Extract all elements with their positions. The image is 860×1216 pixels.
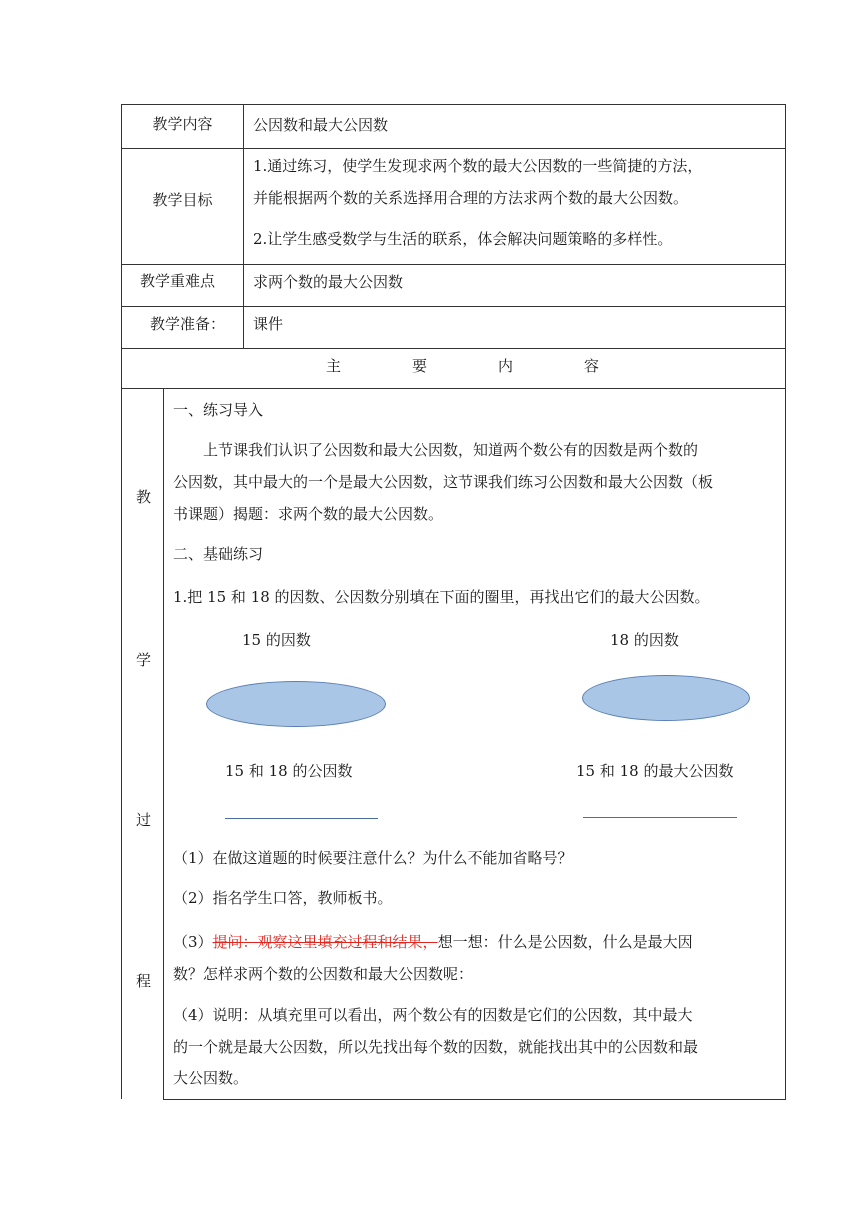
side-label-char: 过 [136, 811, 152, 829]
section-title-intro: 一、练习导入 [173, 401, 264, 419]
common-factors-answer-line [225, 818, 378, 819]
question-3-prefix: （3） [173, 933, 213, 951]
label-column-divider [243, 104, 244, 348]
factors-15-ellipse [206, 681, 386, 727]
goal-1-line-1: 1.通过练习，使学生发现求两个数的最大公因数的一些简捷的方法， [253, 157, 703, 175]
intro-line-3: 书课题）揭题：求两个数的最大公因数。 [173, 505, 444, 523]
question-2: （2）指名学生口答，教师板书。 [173, 889, 393, 907]
question-3-text: 想一想：什么是公因数，什么是最大因 [437, 933, 693, 951]
row-value-key: 求两个数的最大公因数 [253, 273, 404, 291]
side-label-char: 教 [136, 488, 152, 506]
question-3-line-2: 数？怎样求两个数的公因数和最大公因数呢： [173, 965, 474, 983]
intro-line-2: 公因数，其中最大的一个是最大公因数，这节课我们练习公因数和最大公因数（板 [173, 473, 714, 491]
label-gcd: 15 和 18 的最大公因数 [576, 762, 734, 780]
table-border-right [785, 104, 786, 1100]
label-factors-18: 18 的因数 [610, 631, 679, 649]
row-label-key: 教学重难点 [139, 272, 215, 290]
label-common-factors: 15 和 18 的公因数 [225, 762, 353, 780]
question-1: （1）在做这道题的时候要注意什么？为什么不能加省略号？ [173, 849, 573, 867]
table-border-bottom [163, 1099, 786, 1100]
side-label-char: 程 [136, 972, 152, 990]
row-label-goals: 教学目标 [152, 191, 213, 209]
intro-line-1: 上节课我们认识了公因数和最大公因数，知道两个数公有的因数是两个数的 [203, 441, 699, 459]
row-label-prep: 教学准备： [149, 315, 225, 333]
side-column-divider [163, 388, 164, 1100]
main-header-char: 主 [326, 357, 342, 375]
label-factors-15: 15 的因数 [242, 631, 311, 649]
row-label-content: 教学内容 [152, 115, 213, 133]
question-4-line-3: 大公因数。 [173, 1069, 249, 1087]
row-value-content: 公因数和最大公因数 [253, 116, 389, 134]
row-value-prep: 课件 [253, 315, 284, 333]
table-row-divider [121, 388, 786, 389]
question-4-line-1: （4）说明：从填充里可以看出，两个数公有的因数是它们的公因数，其中最大 [173, 1006, 693, 1024]
factors-18-ellipse [582, 675, 750, 721]
question-3-line-1 [173, 932, 693, 952]
main-header-char: 要 [412, 357, 428, 375]
goal-2: 2.让学生感受数学与生活的联系，体会解决问题策略的多样性。 [253, 230, 673, 248]
table-row-divider [121, 148, 786, 149]
question-4-line-2: 的一个就是最大公因数，所以先找出每个数的因数，就能找出其中的公因数和最 [173, 1038, 699, 1056]
question-3-struck-text: 提问：观察这里填充过程和结果， [212, 933, 438, 951]
main-header-char: 容 [584, 357, 600, 375]
table-row-divider [121, 264, 786, 265]
main-header-char: 内 [498, 357, 514, 375]
exercise-1: 1.把 15 和 18 的因数、公因数分别填在下面的圈里，再找出它们的最大公因数。 [173, 588, 710, 606]
table-row-divider [121, 306, 786, 307]
table-border-top [121, 104, 786, 105]
gcd-answer-line [583, 817, 737, 818]
table-border-left [121, 104, 122, 1099]
goal-1-line-2: 并能根据两个数的关系选择用合理的方法求两个数的最大公因数。 [253, 189, 689, 207]
side-label-char: 学 [136, 651, 152, 669]
section-title-basic: 二、基础练习 [173, 545, 264, 563]
table-row-divider [121, 348, 786, 349]
